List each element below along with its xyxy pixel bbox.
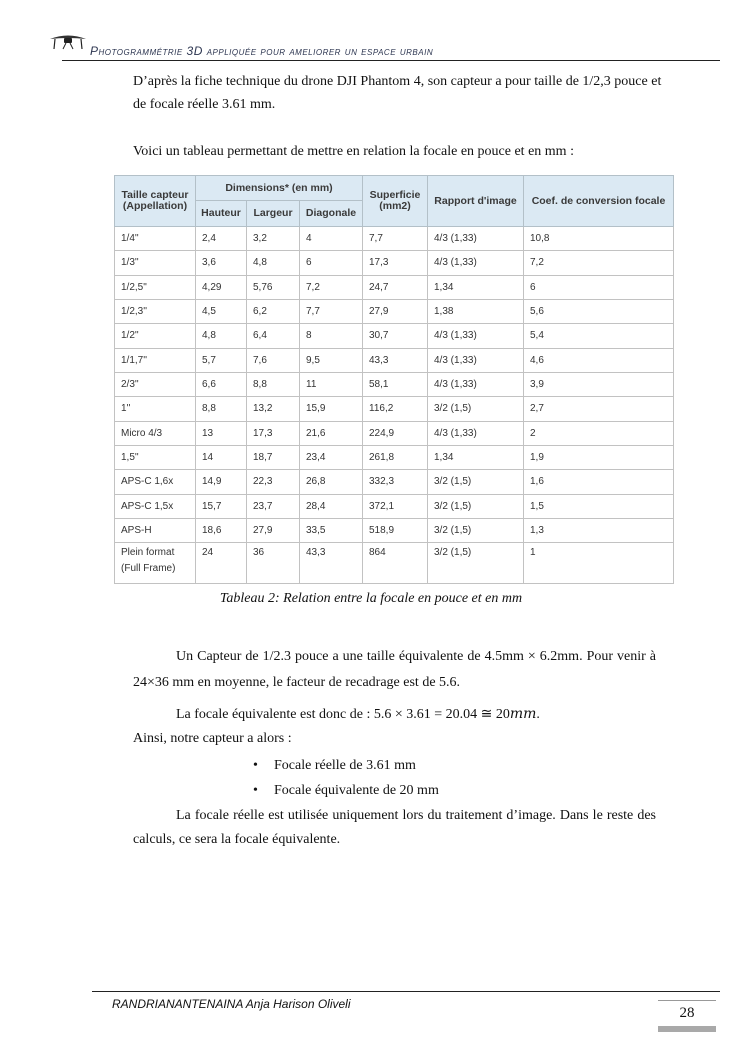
table-cell: 14 (196, 445, 247, 469)
table-cell: 7,6 (247, 348, 300, 372)
table-cell: 6,4 (247, 324, 300, 348)
table-cell: 3,9 (524, 372, 674, 396)
table-cell: 6,6 (196, 372, 247, 396)
table-cell: 1,5'' (115, 445, 196, 469)
header-superficie: Superficie (mm2) (363, 176, 428, 227)
table-cell: 17,3 (247, 421, 300, 445)
table-cell: 4/3 (1,33) (428, 348, 524, 372)
capteur-bullet-list (253, 753, 439, 803)
page-number: 28 (679, 1005, 695, 1021)
list-item: • Focale équivalente de 20 mm (253, 778, 439, 803)
table-cell: 13,2 (247, 397, 300, 421)
page-number-bar (658, 1026, 716, 1032)
table-cell: 1/2,3'' (115, 299, 196, 323)
table-row (115, 227, 674, 251)
table-cell: 15,9 (300, 397, 363, 421)
table-cell: 372,1 (363, 494, 428, 518)
table-cell: 1,3 (524, 518, 674, 542)
table-cell: 4/3 (1,33) (428, 227, 524, 251)
table-cell: 26,8 (300, 470, 363, 494)
table-cell: 1 (524, 543, 674, 584)
table-cell: 1,34 (428, 275, 524, 299)
table-cell: 4,6 (524, 348, 674, 372)
header-dimensions: Dimensions* (en mm) (196, 176, 363, 201)
table-cell: 1/3'' (115, 251, 196, 275)
running-header-title: Photogrammétrie 3D appliquée pour ameliorer un espace urbain (90, 44, 434, 58)
table-cell: 518,9 (363, 518, 428, 542)
table-cell: 1,9 (524, 445, 674, 469)
table-row (115, 421, 674, 445)
table-cell: 116,2 (363, 397, 428, 421)
ainsi-paragraph: Ainsi, notre capteur a alors : (133, 731, 292, 746)
table-cell: 23,4 (300, 445, 363, 469)
table-cell: 8 (300, 324, 363, 348)
table-caption: Tableau 2: Relation entre la focale en pouce et en mm (219, 591, 523, 606)
table-cell: 7,7 (300, 299, 363, 323)
table-cell: 4/3 (1,33) (428, 324, 524, 348)
table-cell: 6 (300, 251, 363, 275)
table-cell: 332,3 (363, 470, 428, 494)
table-cell: 27,9 (247, 518, 300, 542)
table-cell: 13 (196, 421, 247, 445)
table-row (115, 251, 674, 275)
table-cell: 3,6 (196, 251, 247, 275)
table-cell: 864 (363, 543, 428, 584)
table-cell: 3/2 (1,5) (428, 470, 524, 494)
header-hauteur: Hauteur (196, 201, 247, 227)
table-cell: APS-C 1,5x (115, 494, 196, 518)
table-cell: Micro 4/3 (115, 421, 196, 445)
table-cell: 261,8 (363, 445, 428, 469)
table-cell: 22,3 (247, 470, 300, 494)
table-cell: 8,8 (196, 397, 247, 421)
table-cell: 1/2'' (115, 324, 196, 348)
table-cell: 4,8 (196, 324, 247, 348)
capteur-paragraph: Un Capteur de 1/2.3 pouce a une taille équivalente de 4.5mm × 6.2mm. Pour venir à 24×36 mm en moyenne, le facteur de recadrage est de 5.6. (133, 649, 656, 690)
table-cell: 36 (247, 543, 300, 584)
table-row (115, 543, 674, 584)
table-cell: 4,29 (196, 275, 247, 299)
table-cell: 7,2 (300, 275, 363, 299)
table-cell: 1/4'' (115, 227, 196, 251)
table-cell: 7,2 (524, 251, 674, 275)
drone-logo-icon (46, 30, 90, 52)
table-cell: 7,7 (363, 227, 428, 251)
header-taille: Taille capteur (Appellation) (115, 176, 196, 227)
footer-author: RANDRIANANTENAINA Anja Harison Oliveli (112, 997, 351, 1011)
table-row (115, 494, 674, 518)
table-cell: 4,5 (196, 299, 247, 323)
table-cell: APS-H (115, 518, 196, 542)
table-cell: 8,8 (247, 372, 300, 396)
table-cell: 1,6 (524, 470, 674, 494)
table-cell: 4,8 (247, 251, 300, 275)
table-intro-paragraph: Voici un tableau permettant de mettre en relation la focale en pouce et en mm : (133, 144, 574, 159)
table-cell: 1/2,5" (115, 275, 196, 299)
table-cell: 2/3'' (115, 372, 196, 396)
table-row (115, 445, 674, 469)
table-cell: 5,7 (196, 348, 247, 372)
table-cell: 1'' (115, 397, 196, 421)
table-cell: 27,9 (363, 299, 428, 323)
table-cell: 4/3 (1,33) (428, 372, 524, 396)
table-cell: 3/2 (1,5) (428, 543, 524, 584)
table-cell: 5,76 (247, 275, 300, 299)
table-cell: 24 (196, 543, 247, 584)
table-cell: 43,3 (363, 348, 428, 372)
table-cell: 1/1,7'' (115, 348, 196, 372)
header-rapport: Rapport d'image (428, 176, 524, 227)
table-cell: 6 (524, 275, 674, 299)
table-cell: 3/2 (1,5) (428, 494, 524, 518)
table-row (115, 518, 674, 542)
list-item: • Focale réelle de 3.61 mm (253, 753, 439, 778)
table-cell: 58,1 (363, 372, 428, 396)
table-cell: 14,9 (196, 470, 247, 494)
page-number-box (658, 1000, 716, 1032)
table-cell: 4/3 (1,33) (428, 421, 524, 445)
table-cell: 5,6 (524, 299, 674, 323)
sensor-size-table (114, 175, 674, 584)
focale-reelle-paragraph: La focale réelle est utilisée uniquement lors du traitement d’image. Dans le reste des calculs, ce sera la focale équivalente. (133, 808, 656, 847)
focale-equation: La focale équivalente est donc de : 5.6 × 3.61 = 20.04 ≅ 20𝑚𝑚. (176, 707, 540, 722)
table-cell: 1,38 (428, 299, 524, 323)
table-cell: 11 (300, 372, 363, 396)
table-cell: 17,3 (363, 251, 428, 275)
table-row (115, 299, 674, 323)
intro-paragraph: D’après la fiche technique du drone DJI Phantom 4, son capteur a pour taille de 1/2,3 pouce et de focale réelle 3.61 mm. (133, 74, 662, 112)
table-row (115, 324, 674, 348)
table-cell: 9,5 (300, 348, 363, 372)
table-cell: 4 (300, 227, 363, 251)
table-cell: 1,5 (524, 494, 674, 518)
table-cell: 4/3 (1,33) (428, 251, 524, 275)
table-row (115, 275, 674, 299)
table-cell: 23,7 (247, 494, 300, 518)
table-cell: 3/2 (1,5) (428, 518, 524, 542)
header-diagonale: Diagonale (300, 201, 363, 227)
table-cell: APS-C 1,6x (115, 470, 196, 494)
table-cell: 1,34 (428, 445, 524, 469)
table-body (115, 227, 674, 584)
table-cell: Plein format (Full Frame) (115, 543, 196, 584)
table-cell: 3,2 (247, 227, 300, 251)
table-cell: 21,6 (300, 421, 363, 445)
table-cell: 2,7 (524, 397, 674, 421)
table-row (115, 348, 674, 372)
table-row (115, 397, 674, 421)
table-cell: 24,7 (363, 275, 428, 299)
header-rule (62, 60, 720, 61)
footer-rule (92, 991, 720, 992)
table-cell: 3/2 (1,5) (428, 397, 524, 421)
table-cell: 2 (524, 421, 674, 445)
header-coef: Coef. de conversion focale (524, 176, 674, 227)
table-cell: 43,3 (300, 543, 363, 584)
bullet-symbol: • (253, 783, 258, 798)
table-cell: 6,2 (247, 299, 300, 323)
table-cell: 33,5 (300, 518, 363, 542)
table-cell: 224,9 (363, 421, 428, 445)
table-cell: 2,4 (196, 227, 247, 251)
table-row (115, 372, 674, 396)
page-number-rule (658, 1000, 716, 1001)
table-row (115, 470, 674, 494)
table-cell: 10,8 (524, 227, 674, 251)
table-cell: 30,7 (363, 324, 428, 348)
header-largeur: Largeur (247, 201, 300, 227)
table-cell: 18,6 (196, 518, 247, 542)
bullet-symbol: • (253, 758, 258, 773)
table-cell: 15,7 (196, 494, 247, 518)
sensor-table-container (114, 175, 673, 584)
table-cell: 5,4 (524, 324, 674, 348)
table-cell: 28,4 (300, 494, 363, 518)
table-cell: 18,7 (247, 445, 300, 469)
